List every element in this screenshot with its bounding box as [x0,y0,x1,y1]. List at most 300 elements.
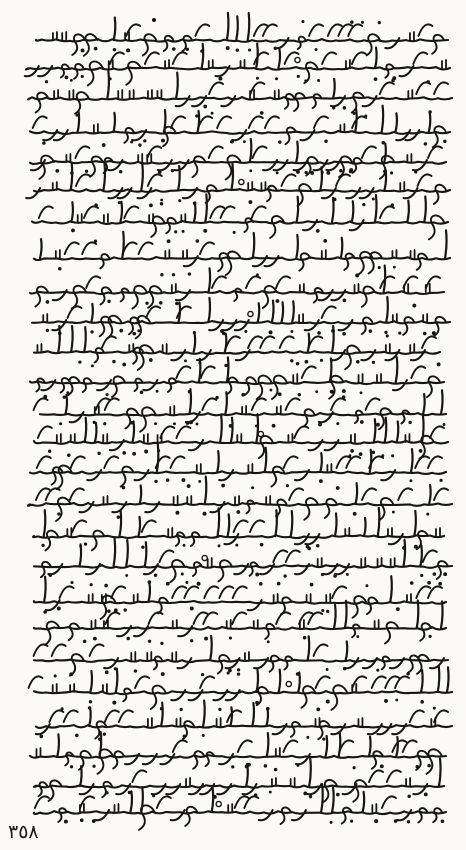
teeth-stroke [275,90,279,98]
tall-stroke [205,477,207,504]
tall-stroke [95,423,97,442]
script-dot [97,452,100,455]
tall-stroke [420,545,422,566]
script-dot [355,273,359,277]
arch-stroke [195,24,209,36]
script-dot [70,581,73,584]
script-dot [59,422,62,425]
arch-stroke [332,586,346,598]
tall-stroke [212,788,214,812]
script-dot [260,543,264,547]
script-dot [134,669,137,672]
arch-stroke [171,116,185,128]
script-baseline [34,257,450,260]
teeth-stroke [148,90,152,98]
script-dot [222,332,225,335]
script-dot [439,479,442,482]
teeth-stroke [165,60,169,68]
arch-stroke [147,146,161,158]
teeth-stroke [183,250,187,258]
arch-stroke [322,306,336,318]
loop-stroke [193,562,202,576]
tall-stroke [267,733,269,756]
loop-stroke [352,625,360,638]
arch-stroke [252,398,266,410]
script-dot [346,573,349,576]
loop-stroke [265,624,275,639]
script-dot [248,200,252,204]
loop-stroke [39,156,54,179]
loop-stroke [403,317,414,335]
tail-stroke [86,564,100,574]
script-dot [61,707,64,710]
script-dot [372,197,375,200]
script-dot [374,77,378,81]
loop-stroke [227,377,237,394]
script-dot [140,391,144,395]
section-marker [258,431,263,436]
script-dot [322,738,325,741]
loop-stroke [257,376,272,399]
script-baseline [34,811,446,814]
script-dot [122,363,126,367]
tall-stroke [220,415,222,442]
teeth-stroke [147,652,151,660]
script-dot [416,765,419,768]
tall-stroke [296,142,298,162]
teeth-stroke [241,60,245,68]
arch-stroke [434,82,448,94]
tall-stroke [132,421,134,442]
script-dot [57,512,60,515]
script-dot [203,512,207,516]
teeth-stroke [134,594,138,602]
script-dot [408,421,411,424]
tall-stroke [297,197,299,222]
arch-stroke [209,82,223,94]
arch-stroke [308,612,322,624]
script-dot [89,700,92,703]
script-dot [278,392,282,396]
script-dot [122,486,125,489]
teeth-stroke [261,182,265,190]
tall-stroke [445,230,447,258]
loop-stroke [271,467,284,487]
script-dot [125,574,128,577]
script-dot [409,479,412,482]
arch-stroke [202,398,216,410]
tail-stroke [26,188,40,198]
script-dot [229,636,232,639]
script-dot [249,169,252,172]
arch-stroke [139,242,153,254]
script-dot [443,423,446,426]
loop-stroke [35,287,48,307]
script-dot [183,735,186,738]
script-baseline [34,785,444,787]
teeth-stroke [407,154,411,162]
teeth-stroke [442,60,446,68]
script-dot [148,580,152,584]
loop-stroke [65,752,73,765]
loop-stroke [352,93,365,113]
tall-stroke [429,485,431,504]
script-dot [130,141,133,144]
loop-stroke [121,288,129,301]
script-dot [251,486,254,489]
script-dot [160,642,163,645]
script-dot [372,451,375,454]
teeth-stroke [104,214,108,222]
script-dot [65,76,69,80]
script-dot [406,672,410,676]
loop-stroke [88,61,103,85]
loop-stroke [313,94,322,108]
script-dot [423,332,427,336]
script-dot [429,635,432,638]
teeth-stroke [138,154,142,162]
arch-stroke [34,398,48,410]
loop-stroke [285,127,296,144]
script-dot [376,669,379,672]
arch-stroke [135,676,149,688]
arch-stroke [352,676,366,688]
script-dot [277,582,281,586]
loop-stroke [353,158,362,173]
tall-stroke [44,577,46,602]
script-dot [384,331,387,334]
handwriting-line [34,414,448,458]
script-dot [40,735,44,739]
arch-stroke [157,796,171,808]
tall-stroke [421,670,423,692]
arch-stroke [124,206,138,218]
tall-stroke [140,485,142,504]
script-dot [94,47,98,51]
loop-stroke [75,92,89,114]
script-dot [330,390,334,394]
tail-stroke [137,188,151,198]
loop-stroke [385,64,393,77]
tail-stroke [222,320,236,330]
arch-stroke [398,488,412,500]
script-dot [236,48,239,51]
script-dot [376,423,380,427]
tall-stroke [275,510,277,536]
arch-stroke [372,676,386,688]
script-dot [48,450,51,453]
script-dot [433,707,436,710]
arch-stroke [234,520,248,532]
tail-stroke [242,784,256,794]
script-dot [372,361,375,364]
script-dot [336,422,339,425]
tail-stroke [36,724,50,734]
tall-stroke [40,239,42,258]
script-dot [296,672,300,676]
tall-stroke [370,450,372,472]
teeth-stroke [165,250,169,258]
script-dot [330,821,333,824]
teeth-stroke [291,778,295,786]
script-dot [132,332,136,336]
script-dot [41,544,44,547]
teeth-stroke [406,778,410,786]
script-dot [304,171,307,174]
script-dot [70,765,73,768]
loop-stroke [331,685,346,710]
script-dot [269,791,272,794]
script-dot [126,48,130,52]
teeth-stroke [326,594,330,602]
teeth-stroke [36,748,40,756]
tall-stroke [157,444,159,472]
script-dot [305,360,309,364]
section-marker [286,681,291,686]
arch-stroke [68,306,82,318]
arch-stroke [148,174,162,186]
arch-stroke [336,174,350,186]
loop-stroke [401,410,409,423]
arch-stroke [119,710,133,722]
loop-stroke [38,782,47,796]
arch-stroke [294,426,308,438]
script-baseline [34,601,446,604]
script-dot [70,79,73,82]
tall-stroke [334,605,336,628]
loop-stroke [92,531,104,551]
loop-stroke [234,289,242,301]
arch-stroke [263,24,277,36]
script-dot [349,170,352,173]
loop-stroke [61,378,70,393]
teeth-stroke [254,620,258,628]
script-dot [226,46,230,50]
script-dot [356,360,360,364]
arch-stroke [348,24,362,36]
script-dot [237,672,240,675]
handwriting-line [30,357,444,399]
script-dot [197,582,201,586]
handwriting-line [33,508,444,550]
tall-stroke [138,517,140,536]
loop-stroke [304,498,318,520]
script-dot [178,199,181,202]
tall-stroke [279,670,281,692]
teeth-stroke [168,528,172,536]
script-dot [438,582,442,586]
script-dot [94,203,98,207]
loop-stroke [380,156,394,179]
tall-stroke [396,357,398,382]
teeth-stroke [407,594,411,602]
tall-stroke [308,334,310,352]
script-dot [78,360,81,363]
teeth-stroke [114,804,118,812]
tall-stroke [113,113,115,132]
tall-stroke [85,418,87,442]
arch-stroke [418,174,432,186]
arch-stroke [70,488,84,500]
script-dot [296,170,300,174]
script-dot [49,573,53,577]
handwriting-line [30,732,446,774]
script-dot [175,302,178,305]
teeth-stroke [186,778,190,786]
arch-stroke [418,24,432,36]
loop-stroke [433,808,442,822]
tall-stroke [176,73,178,98]
loop-stroke [417,254,427,270]
handwriting-line [34,759,444,803]
script-dot [119,170,122,173]
arch-stroke [142,520,156,532]
script-dot [218,544,221,547]
loop-stroke [325,499,337,518]
script-dot [278,140,281,143]
tall-stroke [248,13,250,40]
loop-stroke [168,378,177,392]
script-dot [321,609,324,612]
arch-stroke [84,206,98,218]
tail-stroke [404,188,418,198]
tall-stroke [309,759,311,786]
script-dot [275,77,278,80]
loop-stroke [284,656,292,669]
loop-stroke [102,782,112,797]
script-dot [149,358,153,362]
teeth-stroke [266,496,270,504]
script-dot [359,452,363,456]
tail-stroke [175,160,189,170]
loop-stroke [427,376,440,397]
tail-stroke [177,658,191,668]
script-dot [303,636,307,640]
script-dot [160,199,163,202]
script-dot [161,139,165,143]
script-dot [211,112,214,115]
loop-stroke [218,655,230,674]
arch-stroke [411,366,425,378]
tall-stroke [282,302,284,322]
arch-stroke [281,174,295,186]
tall-stroke [203,701,205,726]
script-dot [122,451,126,455]
arch-stroke [160,550,174,562]
teeth-stroke [187,496,191,504]
script-dot [173,422,176,425]
arch-stroke [80,796,94,808]
arch-stroke [200,676,214,688]
script-dot [414,170,417,173]
teeth-stroke [248,182,252,190]
script-dot [184,359,187,362]
arch-stroke [170,456,184,468]
handwriting-line [34,784,446,830]
script-dot [237,668,240,671]
arch-stroke [289,488,303,500]
script-dot [58,267,62,271]
script-dot [221,484,225,488]
script-dot [392,511,395,514]
tall-stroke [141,163,143,190]
teeth-stroke [67,528,71,536]
loop-stroke [409,655,420,672]
tall-stroke [227,358,229,382]
script-dot [326,700,330,704]
arch-stroke [238,740,252,752]
script-dot [200,49,204,53]
tall-stroke [208,298,210,322]
teeth-stroke [37,344,41,352]
loop-stroke [126,62,141,85]
script-dot [274,768,277,771]
arch-stroke [232,612,246,624]
tall-stroke [272,301,274,322]
tall-stroke [57,734,59,756]
tall-stroke [441,602,443,628]
arch-stroke [233,586,247,598]
arch-stroke [49,710,63,722]
script-dot [143,139,146,142]
loop-stroke [90,156,103,176]
script-dot [290,359,293,362]
script-dot [353,512,357,516]
teeth-stroke [300,620,304,628]
tail-stroke [259,810,273,820]
loop-stroke [72,286,86,309]
teeth-stroke [228,804,232,812]
teeth-stroke [172,284,176,292]
tall-stroke [91,304,93,322]
script-dot [245,764,249,768]
tall-stroke [385,418,387,442]
teeth-stroke [103,496,107,504]
handwriting-line [32,297,450,339]
script-dot [259,582,263,586]
teeth-stroke [378,558,382,566]
tall-stroke [120,510,122,536]
arch-stroke [387,770,401,782]
handwriting-line [29,666,452,710]
loop-stroke [170,560,184,582]
teeth-stroke [53,684,57,692]
teeth-stroke [242,406,246,414]
script-dot [202,734,205,737]
script-dot [362,203,365,206]
teeth-stroke [423,314,427,322]
script-dot [256,273,259,276]
handwriting-line [34,230,450,275]
loop-stroke [45,622,60,645]
arch-stroke [65,242,79,254]
script-baseline [32,221,448,224]
script-dot [290,330,293,333]
loop-stroke [193,751,204,769]
script-dot [196,423,199,426]
loop-stroke [434,185,446,204]
arch-stroke [380,276,394,288]
script-dot [201,673,204,676]
teeth-stroke [340,124,344,132]
script-dot [316,229,320,233]
tail-stroke [319,290,333,300]
teeth-stroke [163,344,167,352]
script-dot [427,581,431,585]
tall-stroke [404,540,406,566]
teeth-stroke [94,124,98,132]
script-dot [349,454,352,457]
